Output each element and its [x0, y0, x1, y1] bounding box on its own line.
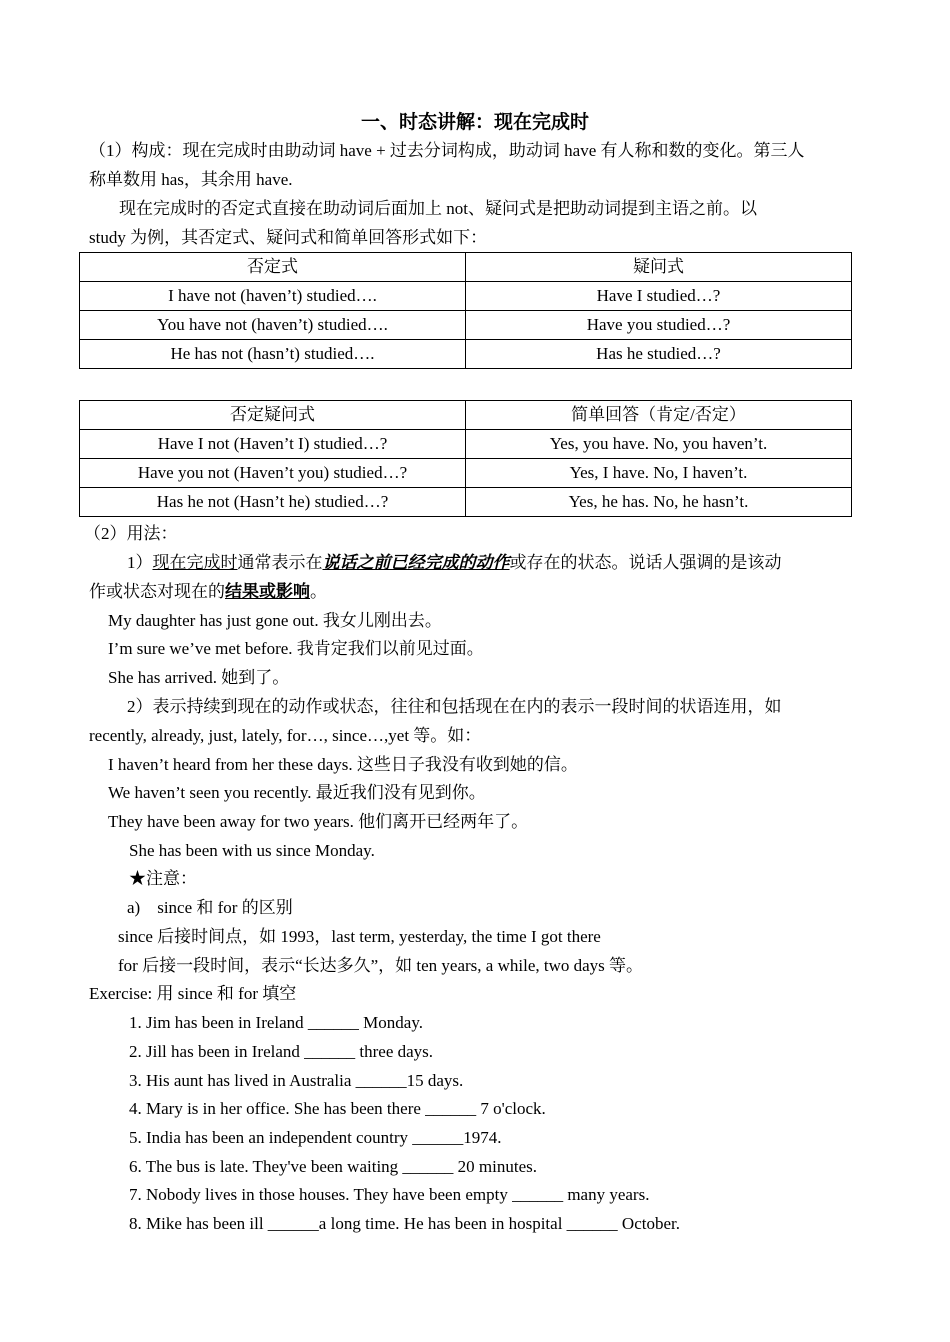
- table-row: [80, 459, 852, 488]
- conjugation-table-2: [79, 400, 852, 517]
- example-sentence: My daughter has just gone out. 我女儿刚出去。: [108, 611, 442, 630]
- intro-line-2: 称单数用 has，其余用 have.: [89, 170, 293, 189]
- table-cell: I have not (haven’t) studied….: [80, 282, 466, 311]
- table-header-row: [80, 253, 852, 282]
- emphasis-term: 说话之前已经完成的动作: [322, 553, 510, 572]
- text-run: 1）: [127, 553, 153, 572]
- usage-paragraph-2-cont: recently, already, just, lately, for…, since…,yet 等。如：: [89, 726, 482, 745]
- table-header-cell: 简单回答（肯定/否定）: [466, 401, 852, 430]
- table-cell: Yes, you have. No, you haven’t.: [466, 430, 852, 459]
- table-cell: He has not (hasn’t) studied….: [80, 340, 466, 369]
- usage-paragraph-1-cont: [89, 581, 864, 603]
- example-sentence: We haven’t seen you recently. 最近我们没有见到你。: [108, 783, 486, 802]
- usage-paragraph-1: [127, 552, 902, 574]
- since-explanation: since 后接时间点，如 1993，last term, yesterday, the time I got there: [118, 927, 601, 946]
- exercise-heading: Exercise: 用 since 和 for 填空: [89, 984, 297, 1003]
- text-run: 通常表示在: [237, 553, 323, 572]
- table-cell: Have I studied…?: [466, 282, 852, 311]
- table-row: [80, 340, 852, 369]
- text-run: 作或状态对现在的: [89, 582, 225, 601]
- table-row: [80, 488, 852, 517]
- usage-paragraph-2: 2）表示持续到现在的动作或状态，往往和包括现在在内的表示一段时间的状语连用，如: [127, 697, 782, 716]
- table-cell: Has he studied…?: [466, 340, 852, 369]
- table-cell: Yes, he has. No, he hasn’t.: [466, 488, 852, 517]
- exercise-item: 7. Nobody lives in those houses. They have been empty ______ many years.: [129, 1185, 650, 1204]
- example-sentence: She has been with us since Monday.: [129, 841, 375, 860]
- exercise-item: 2. Jill has been in Ireland ______ three days.: [129, 1042, 434, 1061]
- table-cell: Have you studied…?: [466, 311, 852, 340]
- page-title: 一、时态讲解：现在完成时: [360, 112, 589, 133]
- usage-heading: （2）用法：: [84, 524, 178, 543]
- table-header-cell: 否定式: [80, 253, 466, 282]
- table-cell: Have you not (Haven’t you) studied…?: [80, 459, 466, 488]
- emphasis-term: 结果或影响: [225, 582, 310, 601]
- table-cell: Yes, I have. No, I haven’t.: [466, 459, 852, 488]
- intro-line-3: 现在完成时的否定式直接在助动词后面加上 not、疑问式是把助动词提到主语之前。以: [119, 199, 757, 218]
- exercise-item: 6. The bus is late. They've been waiting ______ 20 minutes.: [129, 1157, 538, 1176]
- table-header-cell: 疑问式: [466, 253, 852, 282]
- intro-line-1: （1）构成：现在完成时由助动词 have + 过去分词构成，助动词 have 有人称和数的变化。第三人: [89, 141, 805, 160]
- example-sentence: They have been away for two years. 他们离开已经两年了。: [108, 812, 529, 831]
- table-cell: Has he not (Hasn’t he) studied…?: [80, 488, 466, 517]
- note-item-a: a) since 和 for 的区别: [127, 898, 293, 917]
- table-cell: Have I not (Haven’t I) studied…?: [80, 430, 466, 459]
- example-sentence: She has arrived. 她到了。: [108, 668, 290, 687]
- exercise-item: 4. Mary is in her office. She has been there ______ 7 o'clock.: [129, 1099, 546, 1118]
- exercise-item: 8. Mike has been ill ______a long time. He has been in hospital ______ October.: [129, 1214, 680, 1233]
- exercise-item: 5. India has been an independent country ______1974.: [129, 1128, 502, 1147]
- table-header-cell: 否定疑问式: [80, 401, 466, 430]
- text-run: 。: [310, 582, 327, 601]
- text-run: 或存在的状态。说话人强调的是该动: [509, 553, 782, 572]
- exercise-item: 1. Jim has been in Ireland ______ Monday.: [129, 1013, 423, 1032]
- note-heading: ★注意：: [129, 869, 197, 888]
- example-sentence: I haven’t heard from her these days. 这些日子我没有收到她的信。: [108, 755, 578, 774]
- example-sentence: I’m sure we’ve met before. 我肯定我们以前见过面。: [108, 639, 484, 658]
- table-row: [80, 430, 852, 459]
- underlined-term: 现在完成时: [152, 553, 238, 572]
- exercise-item: 3. His aunt has lived in Australia ______15 days.: [129, 1071, 464, 1090]
- table-cell: You have not (haven’t) studied….: [80, 311, 466, 340]
- conjugation-table-1: [79, 252, 852, 369]
- for-explanation: for 后接一段时间，表示“长达多久”，如 ten years, a while, two days 等。: [118, 956, 644, 975]
- table-row: [80, 282, 852, 311]
- table-row: [80, 311, 852, 340]
- intro-line-4: study 为例，其否定式、疑问式和简单回答形式如下：: [89, 228, 488, 247]
- table-header-row: [80, 401, 852, 430]
